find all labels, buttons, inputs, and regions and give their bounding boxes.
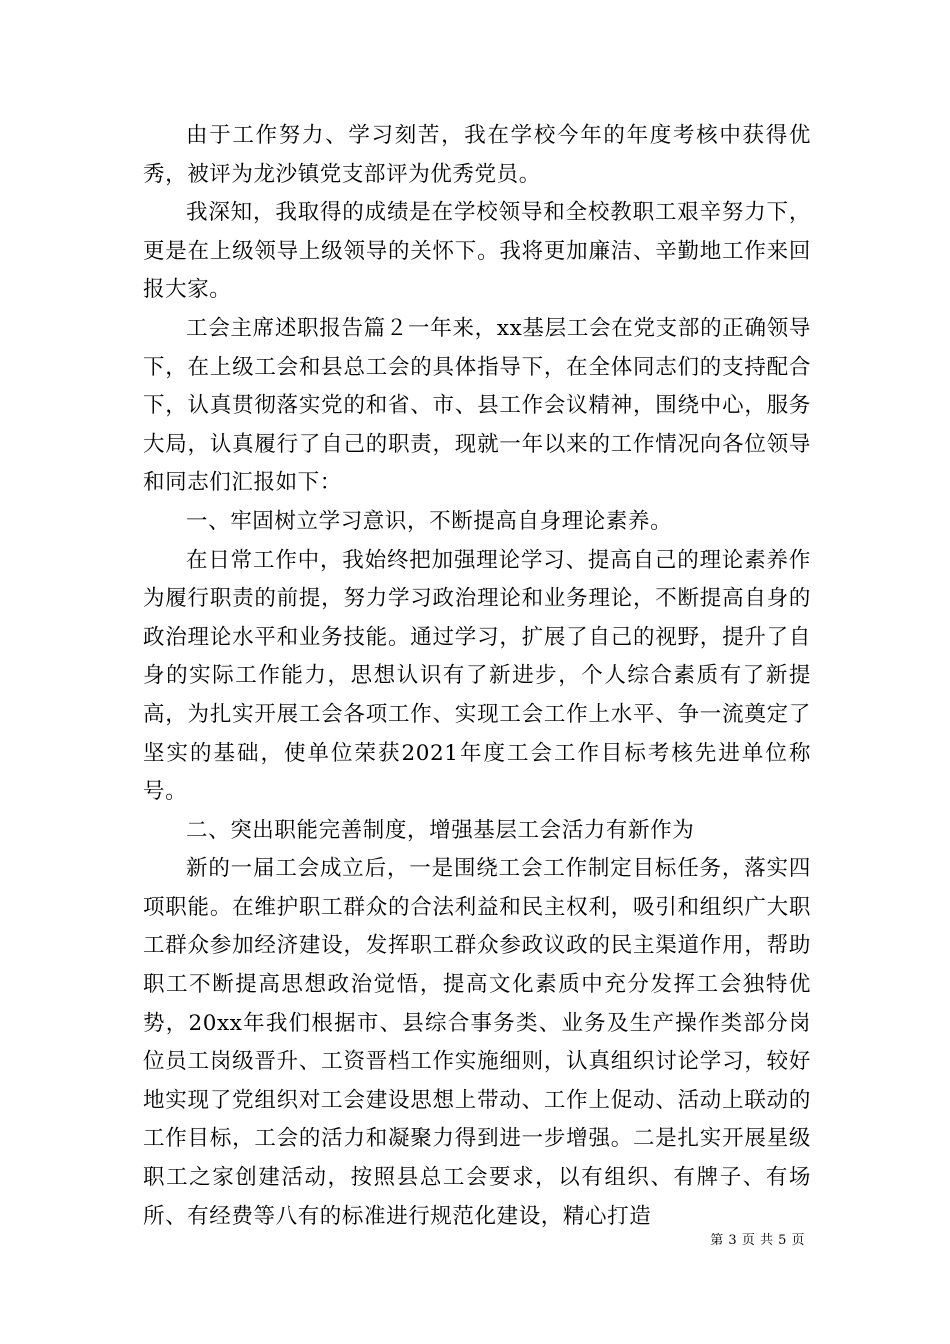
paragraph: 工会主席述职报告篇２一年来，xx基层工会在党支部的正确领导下，在上级工会和县总工会的具体指导下，在全体同志们的支持配合下，认真贯彻落实党的和省、市、县工作会议精神，围绕中心，服务大局，认真履行了自己的职责，现就一年以来的工作情况向各位领导和同志们汇报如下： (143, 315, 811, 496)
document-body (143, 117, 811, 1236)
paragraph: 在日常工作中，我始终把加强理论学习、提高自己的理论素养作为履行职责的前提，努力学习政治理论和业务理论，不断提高自身的政治理论水平和业务技能。通过学习，扩展了自己的视野，提升了自身的实际工作能力，思想认识有了新进步，个人综合素质有了新提高，为扎实开展工会各项工作、实现工会工作上水平、争一流奠定了坚实的基础，使单位荣获2021年度工会工作目标考核先进单位称号。 (143, 547, 811, 805)
paragraph: 新的一届工会成立后，一是围绕工会工作制定目标任务，落实四项职能。在维护职工群众的合法利益和民主权利，吸引和组织广大职工群众参加经济建设，发挥职工群众参政议政的民主渠道作用，帮助职工不断提高思想政治觉悟，提高文化素质中充分发挥工会独特优势，20xx年我们根据市、县综合事务类、业务及生产操作类部分岗位员工岗级晋升、工资晋档工作实施细则，认真组织讨论学习，较好地实现了党组织对工会建设思想上带动、工作上促动、活动上联动的工作目标，工会的活力和凝聚力得到进一步增强。二是扎实开展星级职工之家创建活动，按照县总工会要求，以有组织、有牌子、有场所、有经费等八有的标准进行规范化建设，精心打造 (143, 856, 811, 1229)
page-number: 第 3 页 共 5 页 (710, 1233, 805, 1248)
section-heading: 二、突出职能完善制度，增强基层工会活力有新作为 (186, 817, 695, 843)
section-heading: 一、牢固树立学习意识，不断提高自身理论素养。 (186, 508, 673, 534)
paragraph: 由于工作努力、学习刻苦，我在学校今年的年度考核中获得优秀，被评为龙沙镇党支部评为优秀党员。 (143, 123, 811, 187)
paragraph: 我深知，我取得的成绩是在学校领导和全校教职工艰辛努力下，更是在上级领导上级领导的关怀下。我将更加廉洁、辛勤地工作来回报大家。 (143, 200, 811, 303)
